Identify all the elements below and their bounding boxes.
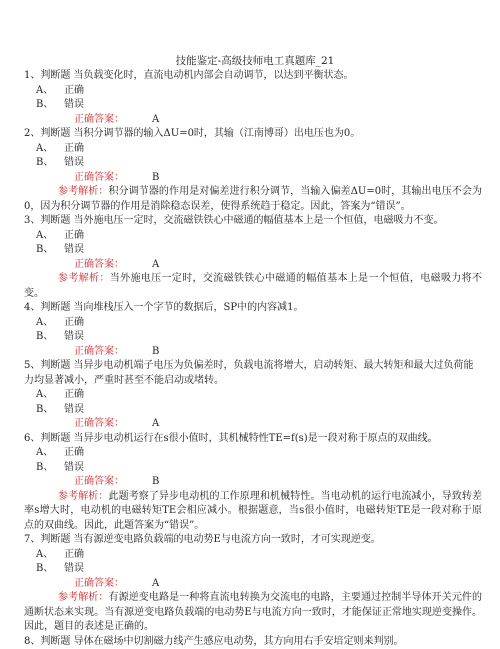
option-text: 错误 [64,157,84,168]
question-block [28,533,482,635]
option-text: 正确 [64,389,84,400]
option-label: B、 [36,330,64,345]
explanation [24,490,482,534]
correct-answer-value: A [152,259,159,270]
option-text: 正确 [64,230,84,241]
option-label: A、 [36,548,64,563]
question-block [28,69,482,127]
question-stem: 6、判断题 当异步电动机运行在s很小值时，其机械特性TE=f(s)是一段对称于原点的双曲线。 [24,432,482,447]
answer-option [28,98,482,113]
option-label: A、 [36,229,64,244]
correct-answer-value: B [152,476,159,487]
option-text: 错误 [64,244,84,255]
correct-answer-value: A [152,114,159,125]
answer-option [28,388,482,403]
question-stem: 8、判断题 导体在磁场中切割磁力线产生感应电动势，其方向用右手安培定则来判别。 [24,635,482,649]
question-stem: 3、判断题 当外施电压一定时，交流磁铁铁心中磁通的幅值基本上是一个恒值，电磁吸力不变。 [24,214,482,229]
correct-answer-label: 正确答案： [74,476,124,487]
answer-option [28,156,482,171]
explanation-text: 有源逆变电路是一种将直流电转换为交流电的电路，主要通过控制半导体开关元件的通断状态来实现。当有源逆变电路负载端的电动势E与电流方向一致时，才能保证正常地实现逆变操作。 因此，题目的表述是正确的。 [24,592,482,632]
correct-answer-label: 正确答案： [74,346,124,357]
option-label: B、 [36,403,64,418]
explanation-label: 参考解析： [58,273,110,284]
option-label: B、 [36,562,64,577]
option-text: 错误 [64,99,84,110]
correct-answer [28,417,482,432]
answer-option [28,316,482,331]
question-block [28,127,482,214]
answer-option [28,548,482,563]
correct-answer-label: 正确答案： [74,259,124,270]
question-block [28,359,482,432]
correct-answer [28,475,482,490]
answer-option [28,446,482,461]
option-label: A、 [36,84,64,99]
answer-option [28,229,482,244]
option-text: 正确 [64,447,84,458]
explanation-label: 参考解析： [58,186,108,197]
option-label: B、 [36,156,64,171]
answer-option [28,84,482,99]
correct-answer-value: A [152,578,159,589]
option-text: 正确 [64,143,84,154]
question-list [28,69,482,649]
option-label: A、 [36,388,64,403]
explanation [24,272,482,301]
explanation-text: 当外施电压一定时，交流磁铁铁心中磁通的幅值基本上是一个恒值，电磁吸力将不变。 [24,273,482,299]
question-stem: 5、判断题 当异步电动机端子电压为负偏差时，负载电流将增大，启动转矩、最大转矩和最大过负荷能力均显著减小，严重时甚至不能启动或堵转。 [24,359,482,388]
option-text: 错误 [64,563,84,574]
question-stem: 2、判断题 当积分调节器的输入ΔU=0时，其输（江南博哥）出电压也为0。 [24,127,482,142]
answer-option [28,403,482,418]
option-text: 正确 [64,85,84,96]
option-label: B、 [36,461,64,476]
option-label: A、 [36,142,64,157]
option-label: A、 [36,316,64,331]
question-block [28,301,482,359]
correct-answer-label: 正确答案： [74,114,124,125]
correct-answer-label: 正确答案： [74,578,124,589]
correct-answer [28,258,482,273]
option-text: 错误 [64,331,84,342]
correct-answer-value: A [152,418,159,429]
answer-option [28,330,482,345]
explanation-text: 此题考察了异步电动机的工作原理和机械特性。当电动机的运行电流减小，导致转差率s增大时，电动机的电磁转矩TE会相应减小。根据题意，当s很小值时，电磁转矩TE是一段对称于原点的双曲线。因此，此题答案为“错误”。 [24,491,482,531]
explanation [24,185,482,214]
correct-answer [28,345,482,360]
option-text: 正确 [64,549,84,560]
answer-option [28,461,482,476]
option-text: 正确 [64,317,84,328]
question-block [28,432,482,534]
correct-answer [28,577,482,592]
correct-answer [28,171,482,186]
answer-option [28,142,482,157]
explanation [24,591,482,635]
correct-answer-value: B [152,172,159,183]
option-text: 错误 [64,404,84,415]
option-text: 错误 [64,462,84,473]
answer-option [28,562,482,577]
question-stem: 4、判断题 当向堆栈压入一个字节的数据后，SP中的内容减1。 [24,301,482,316]
question-stem: 7、判断题 当有源逆变电路负载端的电动势E与电流方向一致时，才可实现逆变。 [24,533,482,548]
correct-answer-value: B [152,346,159,357]
option-label: A、 [36,446,64,461]
correct-answer-label: 正确答案： [74,172,124,183]
answer-option [28,243,482,258]
explanation-label: 参考解析： [58,491,109,502]
option-label: B、 [36,98,64,113]
explanation-text: 积分调节器的作用是对偏差进行积分调节，当输入偏差ΔU=0时，其输出电压不会为0，因为积分调节器的作用是消除稳态误差，使得系统趋于稳定。因此，答案为“错误”。 [24,186,482,212]
question-block [28,214,482,301]
option-label: B、 [36,243,64,258]
correct-answer-label: 正确答案： [74,418,124,429]
correct-answer [28,113,482,128]
document-title: 技能鉴定-高级技师电工真题库_21 [28,0,482,69]
explanation-label: 参考解析： [58,592,109,603]
question-stem: 1、判断题 当负载变化时，直流电动机内部会自动调节，以达到平衡状态。 [24,69,482,84]
